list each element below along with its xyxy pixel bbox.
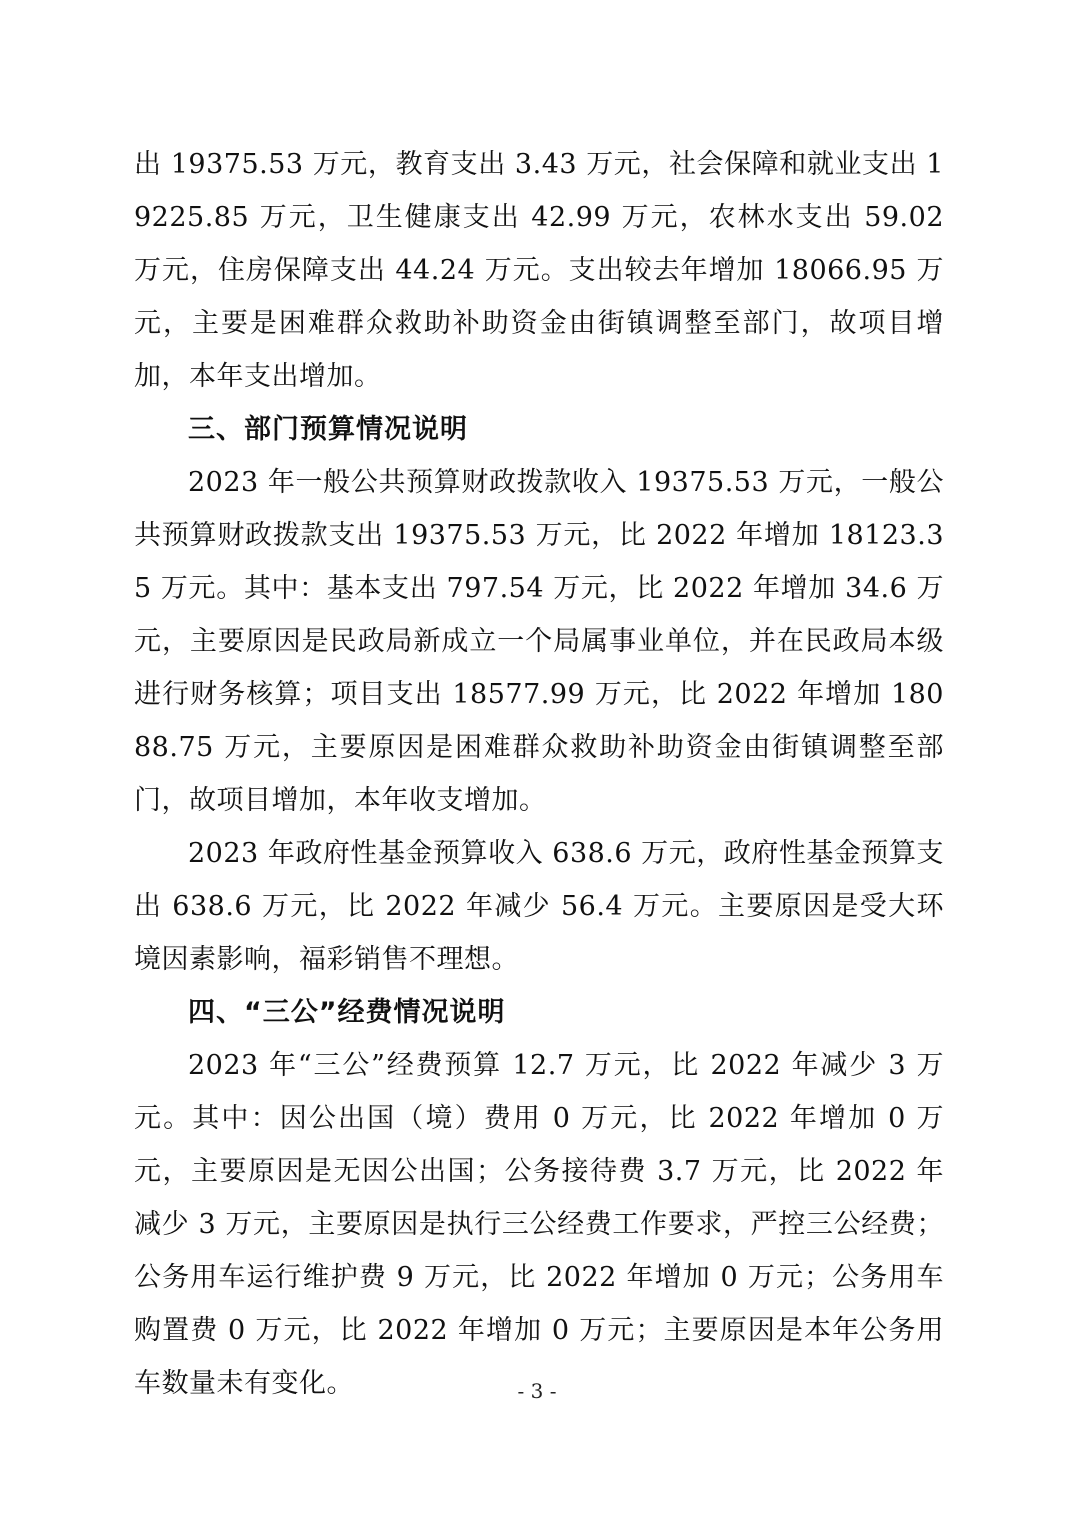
paragraph-expenditure-continued: 出 19375.53 万元，教育支出 3.43 万元，社会保障和就业支出 19225.85 万元，卫生健康支出 42.99 万元，农林水支出 59.02 万元，住房保障支出 44.24 万元。支出较去年增加 18066.95 万元，主要是困难群众救助补助资金由街镇调整至部门，故项目增加，本年支出增加。 (134, 149, 944, 392)
document-body (134, 138, 944, 1410)
section-heading-three-public-expenses: 四、“三公”经费情况说明 (188, 997, 506, 1028)
section-heading-department-budget: 三、部门预算情况说明 (188, 414, 468, 445)
paragraph-general-public-budget: 2023 年一般公共预算财政拨款收入 19375.53 万元，一般公共预算财政拨款支出 19375.53 万元，比 2022 年增加 18123.35 万元。其中：基本支出 797.54 万元，比 2022 年增加 34.6 万元，主要原因是民政局新成立一个局属事业单位，并在民政局本级进行财务核算；项目支出 18577.99 万元，比 2022 年增加 18088.75 万元，主要原因是困难群众救助补助资金由街镇调整至部门，故项目增加，本年收支增加。 (134, 467, 944, 816)
paragraph-government-fund-budget: 2023 年政府性基金预算收入 638.6 万元，政府性基金预算支出 638.6 万元，比 2022 年减少 56.4 万元。主要原因是受大环境因素影响，福彩销售不理想。 (134, 838, 944, 975)
paragraph-three-public-expenses: 2023 年“三公”经费预算 12.7 万元，比 2022 年减少 3 万元。其中：因公出国（境）费用 0 万元，比 2022 年增加 0 万元，主要原因是无因公出国；公务接待费 3.7 万元，比 2022 年减少 3 万元，主要原因是执行三公经费工作要求，严控三公经费；公务用车运行维护费 9 万元，比 2022 年增加 0 万元；公务用车购置费 0 万元，比 2022 年增加 0 万元；主要原因是本年公务用车数量未有变化。 (134, 1050, 944, 1399)
page-number: - 3 - (517, 1379, 557, 1403)
